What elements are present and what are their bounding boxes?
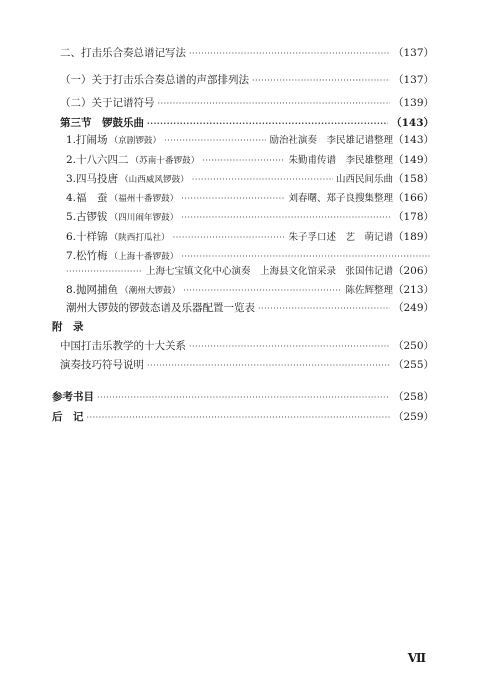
toc-leader <box>147 358 390 373</box>
toc-entry <box>66 210 434 225</box>
toc-section-heading <box>52 320 434 334</box>
toc-entry-continuation <box>66 264 434 279</box>
toc-entry-page: （149） <box>392 154 434 166</box>
toc-leader <box>158 96 390 111</box>
toc-entry-page: （213） <box>392 284 434 296</box>
toc-leader <box>87 410 390 425</box>
toc-entry-title: 二、打击乐合奏总谱记写法 <box>60 47 186 59</box>
toc-entry-title: 附 录 <box>52 321 84 333</box>
toc-entry <box>60 358 434 373</box>
toc-leader <box>181 191 285 206</box>
toc-leader <box>181 210 390 225</box>
toc-entry-title: 中国打击乐教学的十大关系 <box>60 340 186 352</box>
toc-entry-page: （249） <box>392 302 434 314</box>
toc-entry-title: 参考书目 <box>52 391 94 403</box>
toc-entry-genre: （上海十番锣鼓） <box>109 252 179 262</box>
toc-entry-credit: 朱勤甫传谱 李民雄整理 <box>288 155 393 166</box>
toc-leader <box>97 390 390 405</box>
toc-entry-page: （178） <box>392 211 434 223</box>
toc-leader <box>147 116 388 130</box>
toc-leader <box>181 249 431 264</box>
toc-entry-page: （143） <box>391 117 434 129</box>
toc-entry-title: 第三节 锣鼓乐曲 <box>60 117 144 129</box>
toc-entry-credit: 上海七宝镇文化中心演奏 上海县文化馆采录 张国伟记谱 <box>145 266 393 277</box>
toc-entry-credit: 励治社演奏 李民雄记谱整理 <box>269 135 393 146</box>
toc-entry <box>66 153 434 168</box>
toc-entry-genre: （潮州大锣鼓） <box>120 286 181 296</box>
toc-leader <box>189 339 390 354</box>
toc-entry-page: （166） <box>392 192 434 204</box>
toc-entry-title: 8.抛网捕鱼 <box>66 284 119 296</box>
toc-entry-genre: （四川闹年锣鼓） <box>109 213 179 223</box>
toc-leader <box>189 46 390 61</box>
toc-entry-title: 7.松竹梅 <box>66 250 108 262</box>
toc-entry <box>66 133 434 148</box>
toc-leader <box>183 283 342 298</box>
toc-entry-page: （206） <box>392 265 434 277</box>
toc-leader <box>202 153 285 168</box>
toc-entry-page: （158） <box>392 173 434 185</box>
toc-entry-genre: （陕西打瓜社） <box>109 233 170 243</box>
toc-entry-title: 潮州大锣鼓的锣鼓态谱及乐器配置一览表 <box>66 302 255 314</box>
toc-entry-credit: 刘春曙、郑子良搜集整理 <box>288 193 393 204</box>
toc-section-heading <box>60 116 434 130</box>
toc-entry-title: 后 记 <box>52 411 84 423</box>
toc-entry <box>66 301 434 316</box>
toc-section-heading <box>52 390 434 405</box>
toc-entry-credit: 山西民间乐曲 <box>335 174 393 185</box>
toc-entry-genre: （福州十番锣鼓） <box>109 194 179 204</box>
toc-entry-title: 4.福 蚕 <box>66 192 108 204</box>
toc-entry-page: （139） <box>392 97 434 109</box>
toc-entry-page: （250） <box>392 340 434 352</box>
page-number: Ⅶ <box>407 651 426 665</box>
toc-leader <box>252 73 390 88</box>
toc-entry-title: （一）关于打击乐合奏总谱的声部排列法 <box>60 74 249 86</box>
toc-section-heading <box>52 410 434 425</box>
toc-leader <box>164 133 266 148</box>
toc-entry <box>66 191 434 206</box>
toc-entry-page: （258） <box>392 391 434 403</box>
toc-entry-genre: （苏南十番锣鼓） <box>130 156 200 166</box>
toc-entry-title: 6.十样锦 <box>66 231 108 243</box>
toc-entry-credit: 朱子孚口述 艺 萌记谱 <box>288 232 393 243</box>
toc-entry <box>66 172 434 187</box>
toc-entry-page: （137） <box>392 74 434 86</box>
toc-entry <box>60 46 434 61</box>
toc-entry <box>60 73 434 88</box>
toc-leader <box>66 264 143 279</box>
toc-entry <box>60 339 434 354</box>
toc-entry-title: 3.四马投唐 <box>66 173 119 185</box>
toc-entry-genre: （山西威风锣鼓） <box>120 175 189 185</box>
toc-entry <box>66 230 434 245</box>
toc-entry-page: （189） <box>392 231 434 243</box>
toc-entry <box>60 96 434 111</box>
toc-entry-title: 5.古锣钹 <box>66 211 108 223</box>
toc-entry-page: （143） <box>392 134 434 146</box>
toc-entry-credit: 陈佐辉整理 <box>345 285 393 296</box>
toc-leader <box>173 230 286 245</box>
toc-leader <box>258 301 390 316</box>
toc-entry-title: 1.打闹场 <box>66 134 108 146</box>
toc-entry-title: 演奏技巧符号说明 <box>60 359 144 371</box>
toc-leader <box>192 172 333 187</box>
toc-entry-title: 2.十八六四二 <box>66 154 129 166</box>
toc-entry-page: （137） <box>392 47 434 59</box>
toc-entry <box>66 249 434 264</box>
toc-entry-genre: （京剧锣鼓） <box>109 136 162 146</box>
toc-entry-title: （二）关于记谱符号 <box>60 97 155 109</box>
toc-entry-page: （259） <box>392 411 434 423</box>
toc-entry <box>66 283 434 298</box>
toc-entry-page: （255） <box>392 359 434 371</box>
